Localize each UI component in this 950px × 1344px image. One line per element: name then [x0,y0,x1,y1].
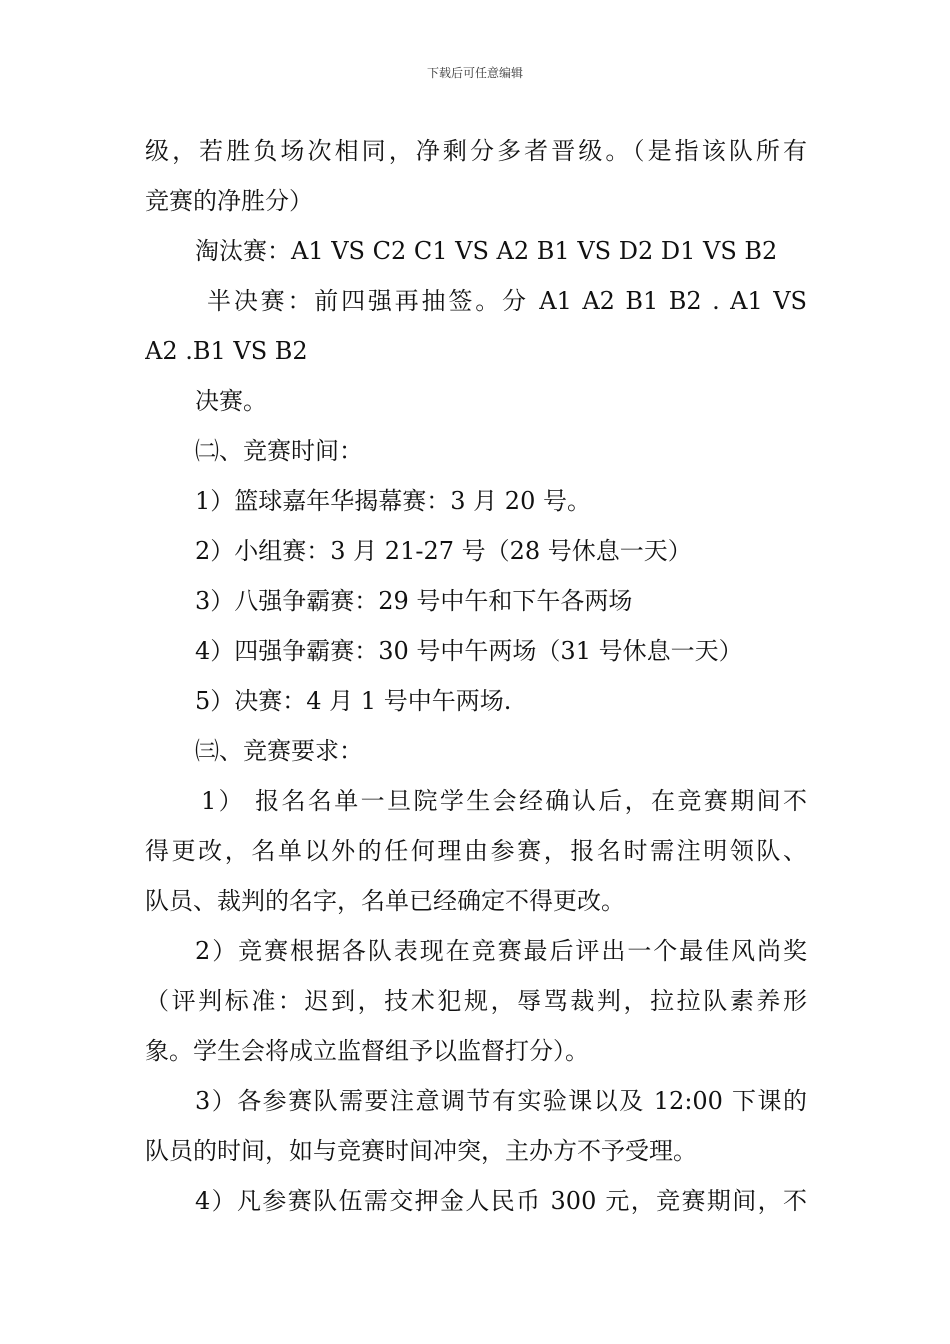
schedule-item: 2）小组赛：3 月 21-27 号（28 号休息一天） [195,537,692,565]
requirement-line: （评判标准：迟到，技术犯规，辱骂裁判，拉拉队素养形 [145,987,807,1015]
knockout-line: 淘汰赛：A1 VS C2 C1 VS A2 B1 VS D2 D1 VS B2 [195,237,778,265]
requirement-line: 2）竞赛根据各队表现在竞赛最后评出一个最佳风尚奖 [195,937,807,965]
paragraph-line: 竞赛的净胜分） [145,187,313,215]
requirement-line: 4）凡参赛队伍需交押金人民币 300 元，竞赛期间，不 [195,1187,807,1215]
semifinal-line-cont: A2 .B1 VS B2 [145,337,308,365]
document-body [145,126,807,1226]
requirement-line: 1） 报名名单一旦院学生会经确认后，在竞赛期间不 [201,787,807,815]
requirement-line: 队员、裁判的名字，名单已经确定不得更改。 [145,887,625,915]
schedule-item: 1）篮球嘉年华揭幕赛：3 月 20 号。 [195,487,591,515]
final-line: 决赛。 [195,387,267,415]
requirement-line: 队员的时间，如与竞赛时间冲突，主办方不予受理。 [145,1137,697,1165]
schedule-item: 3）八强争霸赛：29 号中午和下午各两场 [195,587,633,615]
page-header: 下载后可任意编辑 [426,66,523,80]
section-heading-requirements: ㈢、竞赛要求： [195,737,363,765]
schedule-item: 4）四强争霸赛：30 号中午两场（31 号休息一天） [195,637,743,665]
semifinal-line: 半决赛：前四强再抽签。分 A1 A2 B1 B2 . A1 VS [207,287,807,315]
schedule-item: 5）决赛：4 月 1 号中午两场. [195,687,512,715]
requirement-line: 3）各参赛队需要注意调节有实验课以及 12:00 下课的 [195,1087,807,1115]
requirement-line: 象。学生会将成立监督组予以监督打分）。 [145,1037,589,1065]
requirement-line: 得更改，名单以外的任何理由参赛，报名时需注明领队、 [145,837,807,865]
section-heading-time: ㈡、竞赛时间： [195,437,363,465]
paragraph-line: 级，若胜负场次相同，净剩分多者晋级。（是指该队所有 [145,137,807,165]
